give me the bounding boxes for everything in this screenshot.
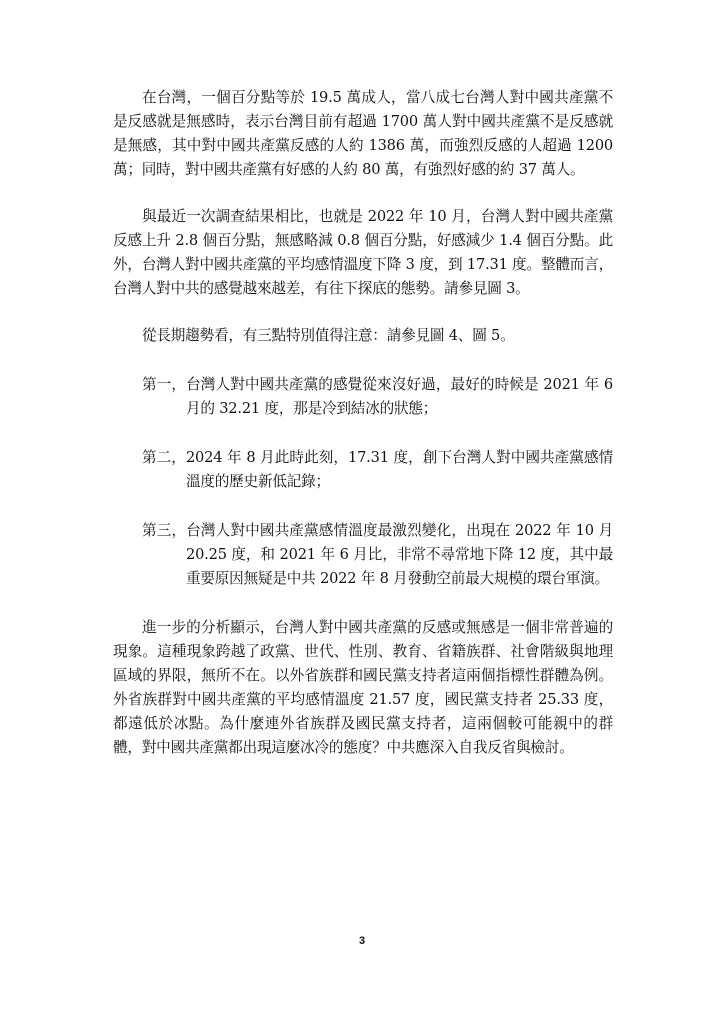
paragraph-survey-comparison: 與最近一次調查結果相比，也就是 2022 年 10 月，台灣人對中國共產黨反感上升 2.8 個百分點，無感略減 0.8 個百分點，好感減少 1.4 個百分點。此外，台灣人對中國共產黨的平均感情溫度下降 3 度，到 17.31 度。整體而言，台灣人對中共的感覺越來越差，有往下探底的態勢。請參見圖 3。 — [113, 208, 613, 297]
paragraph-closing-analysis: 進一步的分析顯示，台灣人對中國共產黨的反感或無感是一個非常普遍的現象。這種現象跨越了政黨、世代、性別、教育、省籍族群、社會階級與地理區域的界限，無所不在。以外省族群和國民黨支持者這兩個指標性群體為例。外省族群對中國共產黨的平均感情溫度 21.57 度，國民黨支持者 25.33 度，都遠低於冰點。為什麼連外省族群及國民黨支持者，這兩個較可能親中的群體，對中國共產黨都出現這麼冰冷的態度？中共應深入自我反省與檢討。 — [113, 619, 613, 756]
list-item-point-three: 第三，台灣人對中國共產黨感情溫度最激烈變化，出現在 2022 年 10 月 20.25 度，和 2021 年 6 月比，非常不尋常地下降 12 度，其中最重要原因無疑是中共 2022 年 8 月發動空前最大規模的環台軍演。 — [142, 522, 613, 587]
paragraph-population-estimate: 在台灣，一個百分點等於 19.5 萬成人，當八成七台灣人對中國共產黨不是反感就是無感時，表示台灣目前有超過 1700 萬人對中國共產黨不是反感就是無感，其中對中國共產黨反感的人約 1386 萬，而強烈反感的人超過 1200 萬；同時，對中國共產黨有好感的人約 80 萬，有強烈好感的約 37 萬人。 — [113, 89, 613, 178]
paragraph-long-term-trend: 從長期趨勢看，有三點特別值得注意：請參見圖 4、圖 5。 — [142, 327, 515, 344]
page-number: 3 — [358, 935, 366, 947]
document-body — [113, 86, 613, 783]
list-item-point-one: 第一，台灣人對中國共產黨的感覺從來沒好過，最好的時候是 2021 年 6 月的 32.21 度，那是冷到結冰的狀態； — [142, 376, 613, 417]
list-item-point-two: 第二，2024 年 8 月此時此刻，17.31 度，創下台灣人對中國共產黨感情溫度的歷史新低記錄； — [142, 449, 613, 490]
